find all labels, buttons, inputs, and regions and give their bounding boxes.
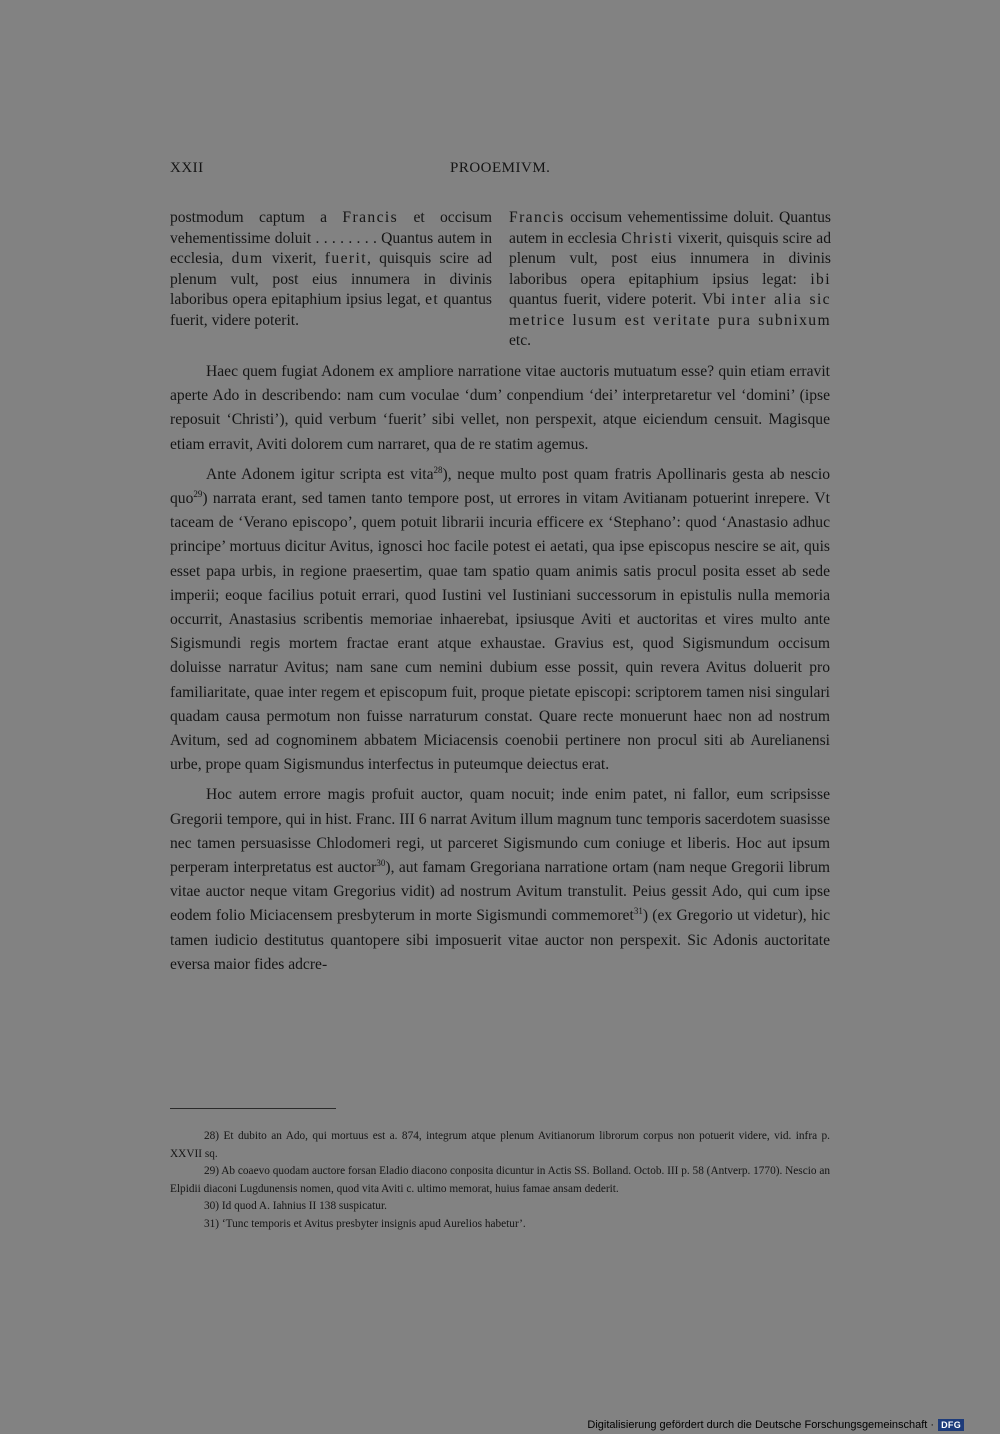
right-column-paragraph: Francis occisum vehementissime doluit. Quantus autem in ecclesia Christi vixerit, quisquis scire ad plenum vult, post eius innumera in divinis laboribus opera epitaphium ipsius legat: ibi quantus fuerit, videre poterit. Vbi inter alia sic metrice lusum est veritate pura subnixum etc. xyxy=(509,209,832,349)
footnote-31: 31) ‘Tunc temporis et Avitus presbyter insignis apud Aurelios habetur’. xyxy=(204,1217,526,1230)
running-head xyxy=(170,160,828,184)
digitization-credit xyxy=(587,1418,964,1432)
paragraph-2: Ante Adonem igitur scripta est vita$^{28}$), neque multo post quam fratris Apollinaris gesta ab nescio quo$^{29}$) narrata erant, sed tamen tanto tempore post, ut errores in vitam Avitianam potuerint inrepere. Vt taceam de ‘Verano episcopo’, quem potuit librarii incuria efficere ex ‘Stephano’: quod ‘Anastasio adhuc principe’ mortuus dicitur Avitus, ignosci hoc facile potest ei aetati, qua ipse episcopus nescire se ait, quis esset papa urbis, in regione praesertim, quae tam spatio quam animis satis procul posita esset ab sede imperii; eoque facilius potuit errari, quod Iustini vel Iustiniani successorum in epistulis nulla memoria occurrit, Anastasius scribentis memoriae inhaerebat, ipsiusque Aviti et auctoritas et vires multo ante Sigismundi regis mortem fractae erant atque exhaustae. Gravius est, quod Sigismundum occisum doluisse narratur Avitus; nam sane cum nemini dubium esse possit, quin revera Avitus doluerit pro familiaritate, quae inter regem et episcopum fuit, proque pietate episcopi: scriptorem tamen nisi singulari quadam causa permotum non fuisse narraturum constat. Quare recte monuerunt haec non ad nostrum Avitum, sed ad cognominem abbatem Miciacensis coenobii pertinere non procul siti ab Aurelianensi urbe, prope quam Sigismundus interfectus in puteumque deiectus erat. xyxy=(170,464,830,774)
footnote-29: 29) Ab coaevo quodam auctore forsan Eladio diacono conposita dicuntur in Actis SS. Bolland. Octob. III p. 58 (Antverp. 1770). Nescio an Elpidii diaconi Lugdunensis nomen, quod vita Aviti c. ultimo memorat, huius famae ansam dederit. xyxy=(170,1165,830,1195)
main-text xyxy=(170,360,830,983)
footnote-28: 28) Et dubito an Ado, qui mortuus est a. 874, integrum atque plenum Avitianorum librorum corpus non potuerit videre, vid. infra p. XXVII sq. xyxy=(170,1130,830,1160)
footnote-ref-30: 30 xyxy=(376,857,386,868)
footnote-30: 30) Id quod A. Iahnius II 138 suspicatur. xyxy=(204,1200,387,1212)
credit-text: Digitalisierung gefördert durch die Deutsche Forschungsgemeinschaft · xyxy=(587,1419,935,1431)
footnotes xyxy=(170,1128,830,1233)
footnote-ref-28: 28 xyxy=(433,464,443,475)
paragraph-3: Hoc autem errore magis profuit auctor, quam nocuit; inde enim patet, ni fallor, eum scripsisse Gregorii tempore, qui in hist. Franc. III 6 narrat Avitum illum magnum tunc temporis sacerdotem suasisse nec tamen persuasisse Chlodomeri regi, ut parceret Sigismundo cum coniuge et liberis. Hoc aut ipsum perperam interpretatus est auctor$^{30}$), aut famam Gregoriana narratione ortam (nam neque Gregorii librum vitae auctor neque vitam Gregorius vidit) ad nostrum Avitum transtulit. Peius gessit Ado, qui cum ipse eodem folio Miciacensem presbyterum in morte Sigismundi commemoret$^{31}$) (ex Gregorio ut videtur), hic tamen iudicio destitutus quantopere sibi imposuerit vitae auctor non perspexit. Sic Adonis auctoritate eversa maior fides adcre- xyxy=(170,786,831,973)
footnote-separator xyxy=(170,1108,336,1109)
dfg-logo: DFG xyxy=(938,1419,964,1431)
footnote-ref-31: 31 xyxy=(633,906,643,917)
left-column-text xyxy=(170,208,492,331)
page-number: XXII xyxy=(170,160,204,176)
left-column-paragraph: postmodum captum a Francis et occisum vehementissime doluit . . . . . . . . Quantus autem in ecclesia, dum vixerit, fuerit, quisquis scire ad plenum vult, post eius innumera in divinis laboribus opera epitaphium ipsius legat, et quantus fuerit, videre poterit. xyxy=(170,209,492,329)
footnote-ref-29: 29 xyxy=(193,488,203,499)
running-title: PROOEMIVM. xyxy=(450,160,551,176)
right-column-text xyxy=(509,208,831,352)
paragraph-1: Haec quem fugiat Adonem ex ampliore narratione vitae auctoris mutuatum esse? quin etiam erravit aperte Ado in describendo: nam cum voculae ‘dum’ conpendium ‘dei’ interpretaretur vel ‘domini’ (ipse reposuit ‘Christi’), quid verbum ‘fuerit’ sibi vellet, non perspexit, atque eiciendum censuit. Magisque etiam erravit, Aviti dolorem cum narraret, qua de re statim agemus. xyxy=(170,363,830,453)
